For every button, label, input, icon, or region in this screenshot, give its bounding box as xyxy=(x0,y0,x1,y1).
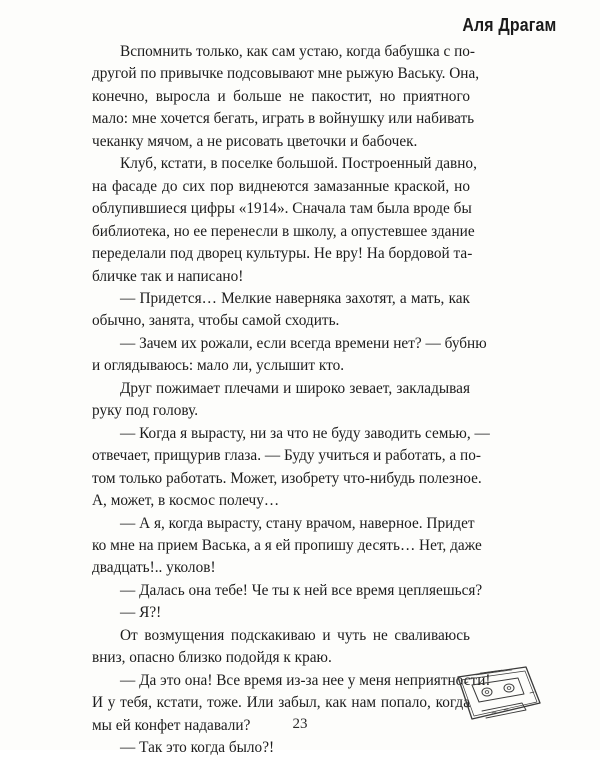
text-line: мы ей конфет надавали? xyxy=(92,716,251,734)
text-line: на фасаде до сих пор виднеются замазанные краской, но xyxy=(92,177,470,195)
text-line: и оглядываюсь: мало ли, услышит кто. xyxy=(92,357,345,375)
cassette-reel-left xyxy=(482,688,492,696)
text-line: библиотека, но ее перенесли в школу, а опустевшее здание xyxy=(92,222,475,240)
paragraph xyxy=(92,288,470,333)
paragraph xyxy=(92,602,470,624)
text-line: другой по привычке подсовывают мне рыжую Ваську. Она, xyxy=(92,65,480,83)
running-head-author: Аля Драгам xyxy=(461,14,556,35)
paragraph xyxy=(92,513,482,580)
text-line: переделали под дворец культуры. Не вру! На бордовой та- xyxy=(92,245,473,263)
text-line: От возмущения подскакиваю и чуть не сваливаюсь xyxy=(120,626,470,644)
paragraph xyxy=(92,41,480,153)
paragraph xyxy=(92,378,470,423)
cassette-reel-right xyxy=(504,684,514,692)
text-line: И у тебя, кстати, тоже. Или забыл, как нам попало, когда xyxy=(92,694,470,712)
text-line: бличке так и написано! xyxy=(92,267,244,285)
paragraph xyxy=(92,737,470,759)
paragraph xyxy=(92,333,487,378)
text-line: — Придется… Мелкие наверняка захотят, а мать, как xyxy=(120,289,470,307)
text-line: Вспомнить только, как сам устаю, когда бабушка с по- xyxy=(120,43,476,60)
text-line: — Я?! xyxy=(120,604,162,622)
text-line: облупившиеся цифры «1914». Сначала там была вроде бы xyxy=(92,200,472,218)
text-line: — А я, когда вырасту, стану врачом, наверное. Придет xyxy=(120,514,475,532)
paragraph xyxy=(92,423,490,513)
cassette-hub-left xyxy=(485,691,489,694)
text-line: обычно, занята, чтобы самой сходить. xyxy=(92,312,340,330)
text-line: мало: мне хочется бегать, играть в войнушку или набивать xyxy=(92,110,475,128)
text-line: двадцать!.. уколов! xyxy=(92,559,216,577)
text-line: конечно, выросла и больше не пакостит, но приятного xyxy=(92,87,470,105)
text-line: — Далась она тебе! Че ты к ней все время цепляешься? xyxy=(120,581,483,599)
text-line: Друг пожимает плечами и широко зевает, закладывая xyxy=(120,379,470,397)
body-text xyxy=(92,41,491,760)
cassette-label-window xyxy=(472,678,524,702)
text-line: — Зачем их рожали, если всегда времени нет? — бубню xyxy=(120,334,487,352)
text-line: — Да это она! Все время из-за нее у меня неприятности! xyxy=(120,671,491,689)
text-line: ко мне на прием Васька, а я ей пропишу десять… Нет, даже xyxy=(92,536,482,554)
text-line: А, может, в космос полечу… xyxy=(92,492,280,510)
text-line: вниз, опасно близко подойдя к краю. xyxy=(92,649,332,667)
paragraph xyxy=(92,153,477,288)
text-line: Клуб, кстати, в поселке большой. Построенный давно, xyxy=(120,155,477,173)
paragraph xyxy=(92,625,470,670)
text-line: — Когда я вырасту, ни за что не буду заводить семью, — xyxy=(120,424,490,442)
page-number: 23 xyxy=(292,716,308,732)
text-line: руку под голову. xyxy=(92,402,199,420)
cassette-hub-right xyxy=(507,687,511,690)
text-line: том только работать. Может, изобрету что-нибудь полезное. xyxy=(92,469,482,487)
cassette-sketch-lines xyxy=(476,670,512,675)
text-line: отвечает, прищурив глаза. — Буду учиться и работать, а по- xyxy=(92,447,481,465)
text-line: — Так это когда было?! xyxy=(120,739,275,757)
paragraph xyxy=(92,580,483,602)
text-line: чеканку мячом, а не рисовать цветочки и бабочек. xyxy=(92,132,418,150)
